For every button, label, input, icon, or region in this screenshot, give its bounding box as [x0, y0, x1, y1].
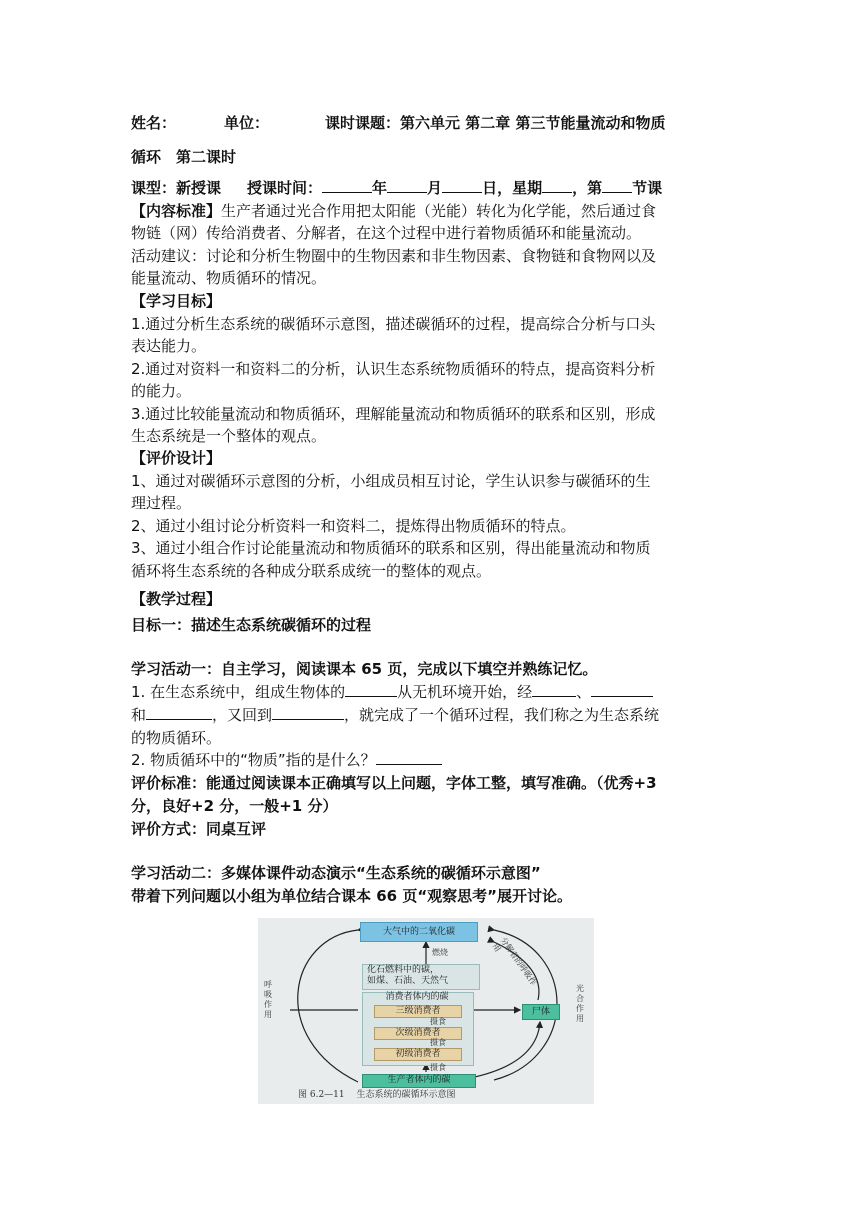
content-standard-line-4: 能量流动、物质循环的情况。 — [131, 269, 327, 287]
fossil-line-1: 化石燃料中的碳， — [367, 965, 440, 975]
question-1-line-1 — [131, 681, 731, 704]
month-blank[interactable] — [387, 177, 427, 193]
evaluation-line-2: 理过程。 — [131, 494, 192, 512]
eat-label-1: 摄食 — [430, 1017, 446, 1026]
goal-line-2: 表达能力。 — [131, 337, 207, 355]
producer-carbon-box: 生产者体内的碳 — [362, 1074, 476, 1088]
course-time-label: 授课时间： — [247, 179, 323, 197]
teaching-heading: 【教学过程】 — [131, 590, 222, 608]
content-standard-line-2: 物链（网）传给消费者、分解者，在这个过程中进行着物质循环和能量流动。 — [131, 224, 642, 242]
evaluation-line-3: 2、通过小组讨论分析资料一和资料二，提炼得出物质循环的特点。 — [131, 517, 576, 535]
content-standard-text: 生产者通过光合作用把太阳能（光能）转化为化学能，然后通过食 — [221, 202, 657, 220]
content-standard-heading: 【内容标准】 — [131, 202, 222, 220]
question-1-line-2 — [131, 704, 731, 727]
q1-text-a: 1. 在生态系统中，组成生物体的 — [131, 683, 346, 701]
q1-text-e: ，又回到 — [212, 706, 273, 724]
evaluation-line-4: 3、通过小组合作讨论能量流动和物质循环的联系和区别，得出能量流动和物质 — [131, 539, 651, 557]
q1-text-d: 和 — [131, 706, 147, 724]
goal-line-5: 3.通过比较能量流动和物质循环，理解能量流动和物质循环的联系和区别，形成 — [131, 405, 656, 423]
evaluation-line-1: 1、通过对碳循环示意图的分析，小组成员相互讨论，学生认识参与碳循环的生 — [131, 472, 651, 490]
evaluation-line-5: 循环将生态系统的各种成分联系成统一的整体的观点。 — [131, 562, 492, 580]
atmosphere-co2-box: 大气中的二氧化碳 — [360, 922, 478, 942]
unit-label: 单位： — [224, 114, 270, 132]
topic-continuation: 循环 第二课时 — [131, 148, 237, 166]
course-type: 课型：新授课 — [131, 179, 222, 197]
blank-4[interactable] — [146, 704, 212, 720]
goals-heading: 【学习目标】 — [131, 292, 222, 310]
tertiary-consumer-box: 三级消费者 — [374, 1005, 462, 1018]
weekday-blank[interactable] — [542, 177, 572, 193]
blank-6[interactable] — [376, 749, 442, 765]
activity-two: 学习活动二：多媒体课件动态演示“生态系统的碳循环示意图” — [131, 864, 541, 882]
day-blank[interactable] — [442, 177, 482, 193]
respiration-label: 呼吸作用 — [264, 980, 272, 1019]
question-1-line-3: 的物质循环。 — [131, 729, 222, 747]
blank-1[interactable] — [345, 681, 397, 697]
goal-line-6: 生态系统是一个整体的观点。 — [131, 427, 327, 445]
q2-text: 2. 物质循环中的“物质”指的是什么？ — [131, 751, 376, 769]
criteria-line-1: 评价标准：能通过阅读课本正确填写以上问题，字体工整，填写准确。（优秀+3 — [131, 774, 657, 792]
year-label: 年 — [372, 179, 388, 197]
evaluation-heading: 【评价设计】 — [131, 449, 222, 467]
month-label: 月 — [427, 179, 443, 197]
secondary-consumer-box: 次级消费者 — [374, 1027, 462, 1040]
corpse-box: 尸体 — [522, 1004, 560, 1020]
figure-caption: 图 6.2—11 生态系统的碳循环示意图 — [298, 1090, 456, 1100]
blank-3[interactable] — [591, 681, 653, 697]
q1-text-b: 从无机环境开始，经 — [397, 683, 533, 701]
activity-one: 学习活动一：自主学习，阅读课本 65 页，完成以下填空并熟练记忆。 — [131, 660, 598, 678]
fossil-line-2: 如煤、石油、天然气 — [367, 976, 449, 986]
carbon-cycle-figure — [258, 918, 594, 1104]
goal-line-4: 的能力。 — [131, 382, 192, 400]
criteria-line-2: 分，良好+2 分，一般+1 分） — [131, 797, 338, 815]
q1-text-f: ，就完成了一个循环过程，我们称之为生态系统 — [344, 706, 660, 724]
decomposer-respiration-label: 分解者的呼吸作用 — [490, 936, 539, 988]
question-2 — [131, 749, 731, 772]
eat-label-3: 摄食 — [430, 1063, 446, 1072]
burning-label: 燃烧 — [432, 948, 448, 957]
fossil-fuel-box — [362, 964, 480, 990]
primary-consumer-box: 初级消费者 — [374, 1048, 462, 1061]
goal-line-3: 2.通过对资料一和资料二的分析，认识生态系统物质循环的特点，提高资料分析 — [131, 360, 656, 378]
goal-line-1: 1.通过分析生态系统的碳循环示意图，描述碳循环的过程，提高综合分析与口头 — [131, 315, 656, 333]
content-standard-line-3: 活动建议：讨论和分析生物圈中的生物因素和非生物因素、食物链和食物网以及 — [131, 247, 657, 265]
name-label: 姓名： — [131, 114, 177, 132]
content-standard-line-1 — [131, 200, 731, 223]
q1-text-c: 、 — [576, 683, 592, 701]
blank-5[interactable] — [272, 704, 344, 720]
blank-2[interactable] — [532, 681, 576, 697]
activity-two-task: 带着下列问题以小组为单位结合课本 66 页“观察思考”展开讨论。 — [131, 887, 573, 905]
period-post: 节课 — [632, 179, 663, 197]
eat-label-2: 摄食 — [430, 1038, 446, 1047]
period-blank[interactable] — [602, 177, 632, 193]
header-line — [131, 112, 731, 135]
evaluation-method: 评价方式：同桌互评 — [131, 820, 267, 838]
year-blank[interactable] — [322, 177, 372, 193]
topic-label: 课时课题：第六单元 第二章 第三节能量流动和物质 — [325, 114, 666, 132]
course-line — [131, 177, 731, 200]
consumers-carbon-label: 消费者体内的碳 — [385, 992, 449, 1002]
photosynthesis-label: 光合作用 — [576, 984, 584, 1023]
goal-one-heading: 目标一：描述生态系统碳循环的过程 — [131, 616, 372, 634]
day-label: 日，星期 — [482, 179, 543, 197]
period-pre: ，第 — [572, 179, 603, 197]
